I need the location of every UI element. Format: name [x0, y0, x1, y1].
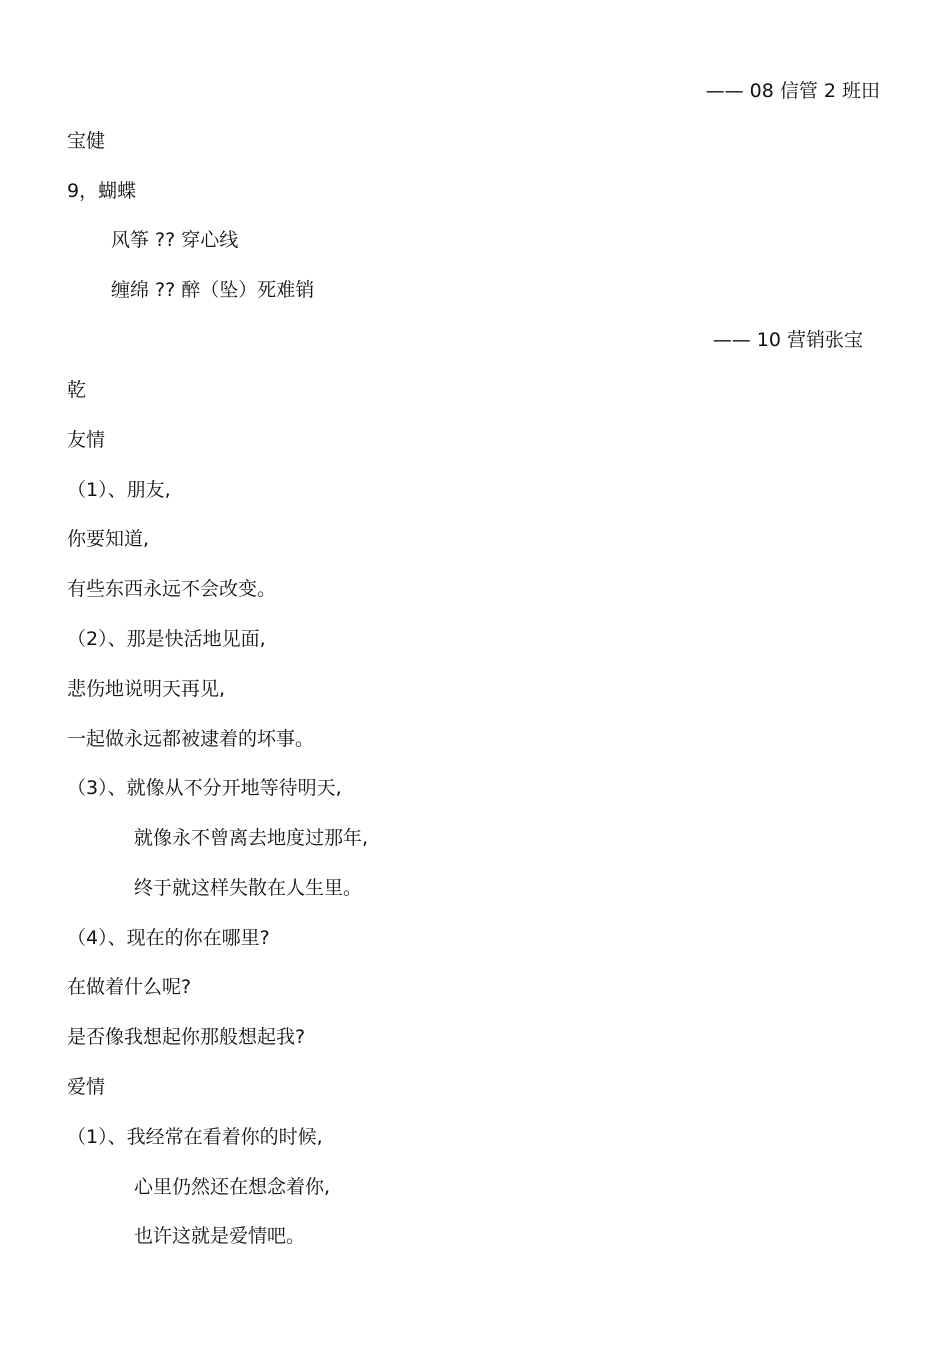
text-line: 是否像我想起你那般想起我?: [67, 1026, 306, 1048]
author-name-continuation-2: 乾: [67, 379, 87, 401]
text-line: 有些东西永远不会改变。: [67, 578, 277, 600]
poem-line: 风筝 ?? 穿心线: [111, 229, 239, 251]
section-heading-butterfly: 9，蝴蝶: [67, 180, 137, 202]
indented-line: 终于就这样失散在人生里。: [134, 877, 363, 899]
indented-line: 就像永不曾离去地度过那年,: [134, 827, 369, 849]
text-line: 你要知道,: [67, 528, 150, 550]
text-line: 在做着什么呢?: [67, 976, 192, 998]
section-heading-love: 爱情: [67, 1076, 106, 1098]
numbered-item: （4）、现在的你在哪里?: [67, 927, 270, 949]
poem-line: 缠绵 ?? 醉（坠）死难销: [111, 279, 315, 301]
indented-line: 也许这就是爱情吧。: [134, 1225, 306, 1247]
section-heading-friendship: 友情: [67, 429, 106, 451]
numbered-item: （2）、那是快活地见面,: [67, 628, 266, 650]
text-line: 悲伤地说明天再见,: [67, 678, 226, 700]
author-attribution-2: —— 10 营销张宝: [712, 329, 863, 351]
numbered-item: （1）、朋友,: [67, 479, 171, 501]
numbered-item: （3）、就像从不分开地等待明天,: [67, 777, 342, 799]
author-name-continuation-1: 宝健: [67, 130, 106, 152]
numbered-item: （1）、我经常在看着你的时候,: [67, 1126, 323, 1148]
author-attribution-1: —— 08 信管 2 班田: [705, 80, 880, 102]
indented-line: 心里仍然还在想念着你,: [134, 1176, 331, 1198]
text-line: 一起做永远都被逮着的坏事。: [67, 728, 315, 750]
